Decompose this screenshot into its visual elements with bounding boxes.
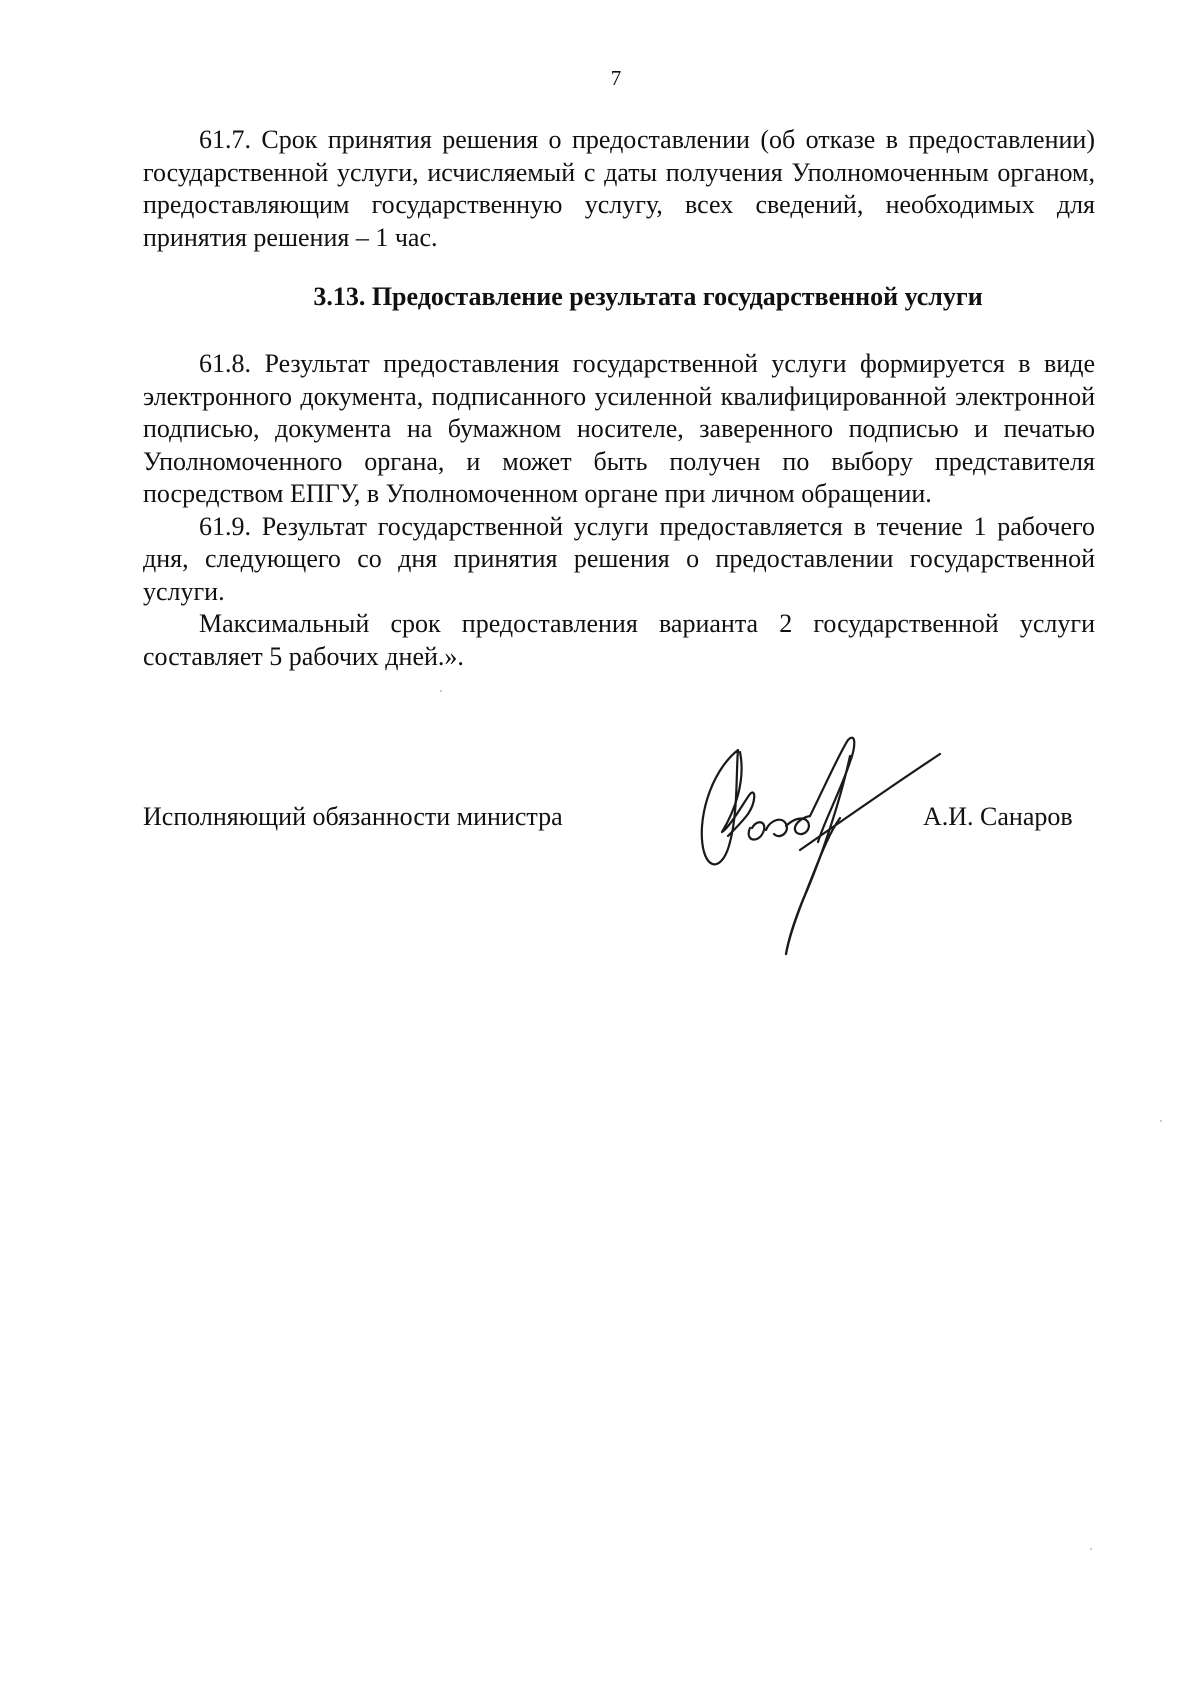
paragraph: 61.7. Срок принятия решения о предоставлении (об отказе в предоставлении) государственной услуги, исчисляемый с даты получения Уполномоченным органом, предоставляющим государственную услугу, всех сведений, необходимых для принятия решения – 1 час. [143,125,1095,252]
handwritten-signature [690,732,980,962]
section-heading: 3.13. Предоставление результата государственной услуги [313,282,983,311]
signer-role: Исполняющий обязанности министра [143,802,563,831]
page-number: 7 [610,66,622,90]
scan-speck [440,690,442,692]
signer-name: А.И. Санаров [923,802,1073,831]
paragraph: Максимальный срок предоставления варианта 2 государственной услуги составляет 5 рабочих дней.». [143,609,1095,671]
scan-speck [1090,1548,1092,1550]
paragraphs-before [143,124,1095,254]
paragraphs-after [143,348,1095,673]
paragraph: 61.8. Результат предоставления государственной услуги формируется в виде электронного документа, подписанного усиленной квалифицированной электронной подписью, документа на бумажном носителе, заверенного подписью и печатью Уполномоченного органа, и может быть получен по выбору представителя посредством ЕПГУ, в Уполномоченном органе при личном обращении. [143,349,1095,508]
paragraph: 61.9. Результат государственной услуги предоставляется в течение 1 рабочего дня, следующего со дня принятия решения о предоставлении государственной услуги. [143,511,1095,606]
scan-speck [1160,1120,1162,1122]
